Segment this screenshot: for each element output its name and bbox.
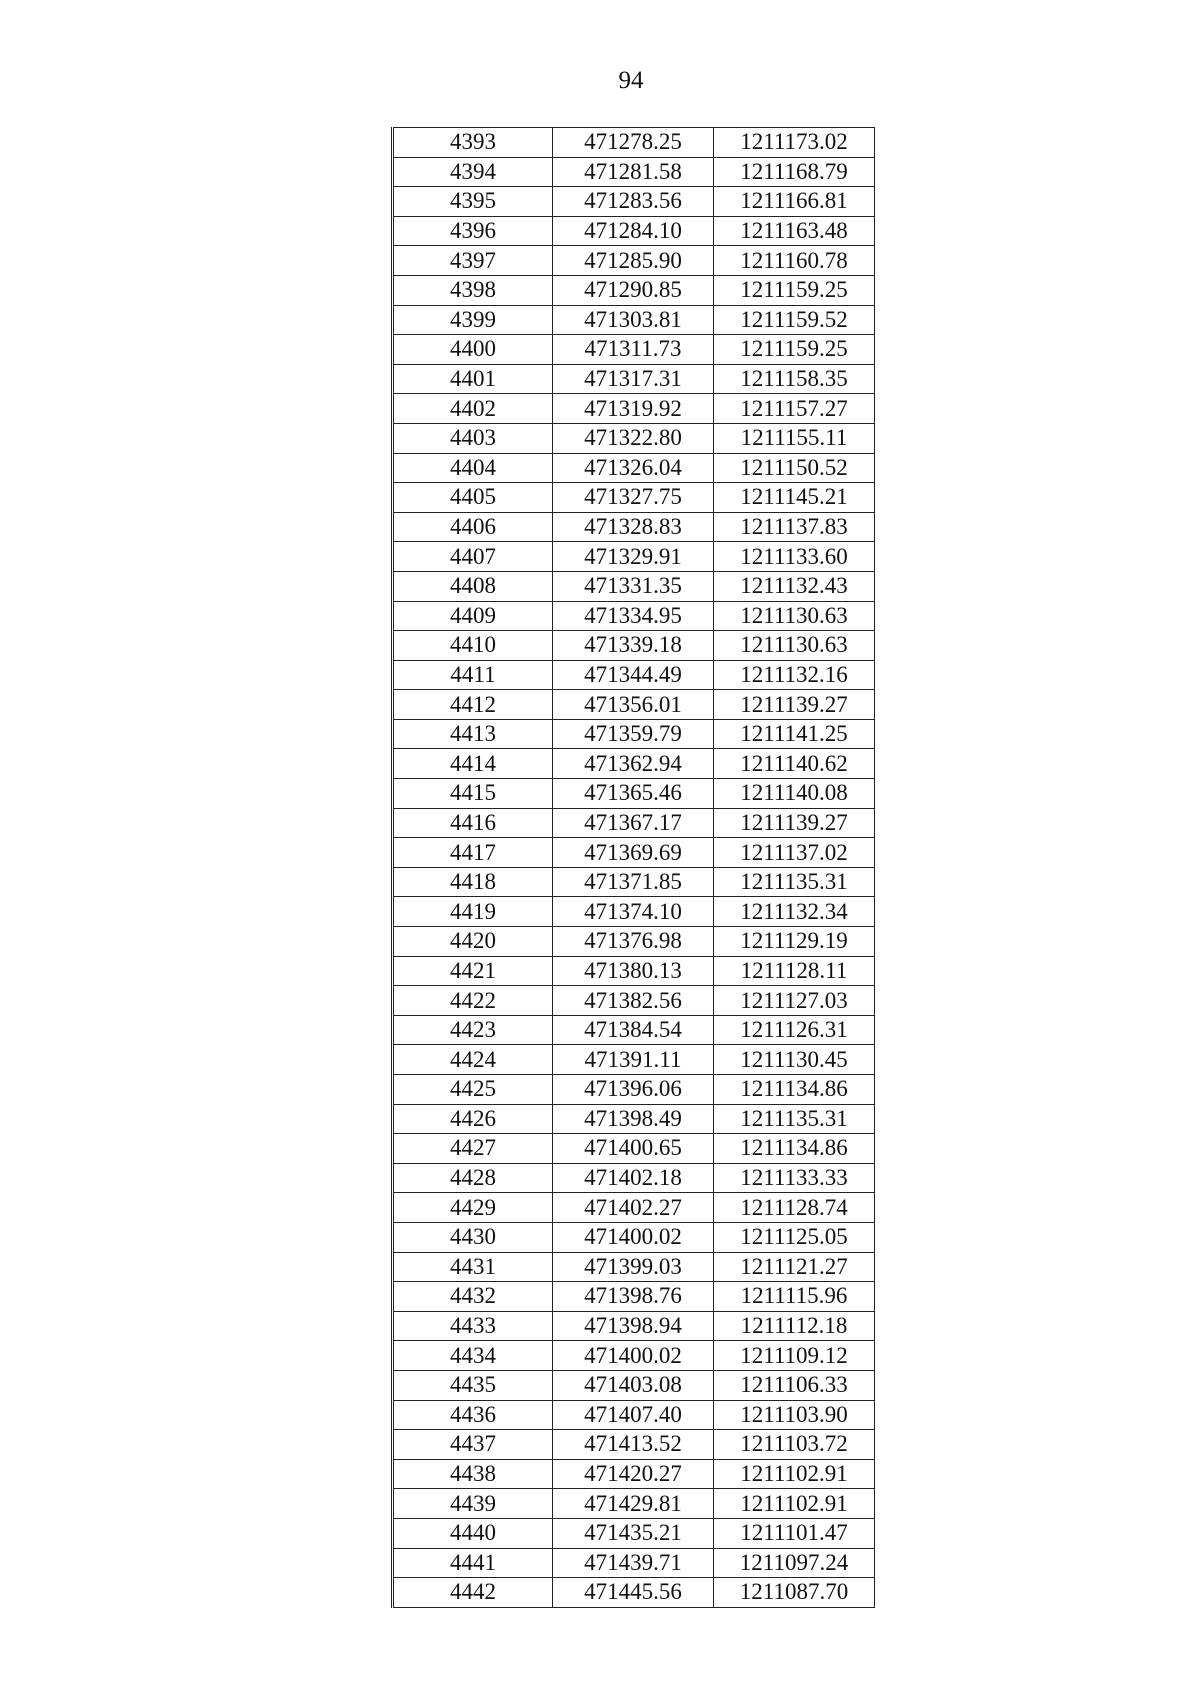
table-row [393,690,875,720]
point-number-cell: 4416 [393,808,553,838]
x-coordinate-cell: 471281.58 [553,157,714,187]
y-coordinate-cell: 1211150.52 [714,453,875,483]
table-row [393,571,875,601]
point-number-cell: 4405 [393,483,553,513]
table-row [393,1459,875,1489]
point-number-cell: 4410 [393,631,553,661]
point-number-cell: 4402 [393,394,553,424]
x-coordinate-cell: 471369.69 [553,838,714,868]
y-coordinate-cell: 1211168.79 [714,157,875,187]
y-coordinate-cell: 1211115.96 [714,1282,875,1312]
table-row [393,779,875,809]
point-number-cell: 4401 [393,364,553,394]
y-coordinate-cell: 1211087.70 [714,1578,875,1608]
x-coordinate-cell: 471384.54 [553,1015,714,1045]
y-coordinate-cell: 1211126.31 [714,1015,875,1045]
table-row [393,1370,875,1400]
y-coordinate-cell: 1211132.16 [714,660,875,690]
x-coordinate-cell: 471391.11 [553,1045,714,1075]
y-coordinate-cell: 1211130.63 [714,601,875,631]
point-number-cell: 4435 [393,1370,553,1400]
point-number-cell: 4415 [393,779,553,809]
point-number-cell: 4421 [393,956,553,986]
y-coordinate-cell: 1211106.33 [714,1370,875,1400]
x-coordinate-cell: 471371.85 [553,867,714,897]
table-row [393,897,875,927]
x-coordinate-cell: 471311.73 [553,335,714,365]
point-number-cell: 4429 [393,1193,553,1223]
y-coordinate-cell: 1211133.60 [714,542,875,572]
x-coordinate-cell: 471398.76 [553,1282,714,1312]
x-coordinate-cell: 471403.08 [553,1370,714,1400]
x-coordinate-cell: 471339.18 [553,631,714,661]
x-coordinate-cell: 471365.46 [553,779,714,809]
table-row [393,867,875,897]
y-coordinate-cell: 1211139.27 [714,690,875,720]
table-row [393,1045,875,1075]
y-coordinate-cell: 1211134.86 [714,1075,875,1105]
x-coordinate-cell: 471283.56 [553,187,714,217]
point-number-cell: 4399 [393,305,553,335]
y-coordinate-cell: 1211134.86 [714,1134,875,1164]
x-coordinate-cell: 471284.10 [553,216,714,246]
x-coordinate-cell: 471396.06 [553,1075,714,1105]
table-row [393,956,875,986]
point-number-cell: 4396 [393,216,553,246]
x-coordinate-cell: 471362.94 [553,749,714,779]
y-coordinate-cell: 1211159.25 [714,275,875,305]
point-number-cell: 4434 [393,1341,553,1371]
point-number-cell: 4420 [393,927,553,957]
table-row [393,631,875,661]
x-coordinate-cell: 471328.83 [553,512,714,542]
point-number-cell: 4442 [393,1578,553,1608]
y-coordinate-cell: 1211127.03 [714,986,875,1016]
table-row [393,483,875,513]
y-coordinate-cell: 1211160.78 [714,246,875,276]
y-coordinate-cell: 1211140.08 [714,779,875,809]
point-number-cell: 4407 [393,542,553,572]
x-coordinate-cell: 471382.56 [553,986,714,1016]
point-number-cell: 4432 [393,1282,553,1312]
point-number-cell: 4430 [393,1222,553,1252]
table-row [393,1311,875,1341]
x-coordinate-cell: 471400.02 [553,1222,714,1252]
x-coordinate-cell: 471322.80 [553,423,714,453]
x-coordinate-cell: 471435.21 [553,1518,714,1548]
point-number-cell: 4425 [393,1075,553,1105]
x-coordinate-cell: 471400.65 [553,1134,714,1164]
x-coordinate-cell: 471407.40 [553,1400,714,1430]
table-row [393,660,875,690]
point-number-cell: 4417 [393,838,553,868]
point-number-cell: 4406 [393,512,553,542]
point-number-cell: 4441 [393,1548,553,1578]
point-number-cell: 4411 [393,660,553,690]
y-coordinate-cell: 1211159.25 [714,335,875,365]
table-row [393,335,875,365]
table-row [393,275,875,305]
table-row [393,601,875,631]
table-row [393,216,875,246]
point-number-cell: 4393 [393,128,553,158]
table-row [393,1193,875,1223]
table-row [393,1282,875,1312]
x-coordinate-cell: 471429.81 [553,1489,714,1519]
table-row [393,749,875,779]
x-coordinate-cell: 471374.10 [553,897,714,927]
table-row [393,423,875,453]
table-row [393,1578,875,1608]
table-row [393,808,875,838]
point-number-cell: 4427 [393,1134,553,1164]
table-row [393,364,875,394]
y-coordinate-cell: 1211112.18 [714,1311,875,1341]
table-row [393,719,875,749]
point-number-cell: 4404 [393,453,553,483]
x-coordinate-cell: 471413.52 [553,1430,714,1460]
table-row [393,1548,875,1578]
table-row [393,986,875,1016]
x-coordinate-cell: 471285.90 [553,246,714,276]
x-coordinate-cell: 471356.01 [553,690,714,720]
y-coordinate-cell: 1211125.05 [714,1222,875,1252]
table-row [393,1163,875,1193]
point-number-cell: 4422 [393,986,553,1016]
y-coordinate-cell: 1211103.72 [714,1430,875,1460]
x-coordinate-cell: 471439.71 [553,1548,714,1578]
table-row [393,1015,875,1045]
x-coordinate-cell: 471326.04 [553,453,714,483]
table-row [393,1489,875,1519]
table-row [393,157,875,187]
y-coordinate-cell: 1211130.63 [714,631,875,661]
table-row [393,394,875,424]
y-coordinate-cell: 1211132.43 [714,571,875,601]
point-number-cell: 4397 [393,246,553,276]
x-coordinate-cell: 471329.91 [553,542,714,572]
point-number-cell: 4403 [393,423,553,453]
table-row [393,1134,875,1164]
y-coordinate-cell: 1211139.27 [714,808,875,838]
table-row [393,1430,875,1460]
y-coordinate-cell: 1211137.02 [714,838,875,868]
table-row [393,927,875,957]
x-coordinate-cell: 471331.35 [553,571,714,601]
x-coordinate-cell: 471398.49 [553,1104,714,1134]
point-number-cell: 4418 [393,867,553,897]
y-coordinate-cell: 1211128.11 [714,956,875,986]
y-coordinate-cell: 1211128.74 [714,1193,875,1223]
x-coordinate-cell: 471334.95 [553,601,714,631]
point-number-cell: 4400 [393,335,553,365]
point-number-cell: 4395 [393,187,553,217]
table-row [393,512,875,542]
point-number-cell: 4413 [393,719,553,749]
point-number-cell: 4436 [393,1400,553,1430]
y-coordinate-cell: 1211109.12 [714,1341,875,1371]
table-row [393,453,875,483]
y-coordinate-cell: 1211130.45 [714,1045,875,1075]
table-row [393,246,875,276]
y-coordinate-cell: 1211140.62 [714,749,875,779]
point-number-cell: 4428 [393,1163,553,1193]
y-coordinate-cell: 1211102.91 [714,1459,875,1489]
x-coordinate-cell: 471380.13 [553,956,714,986]
y-coordinate-cell: 1211121.27 [714,1252,875,1282]
x-coordinate-cell: 471290.85 [553,275,714,305]
table-row [393,838,875,868]
y-coordinate-cell: 1211132.34 [714,897,875,927]
point-number-cell: 4414 [393,749,553,779]
point-number-cell: 4423 [393,1015,553,1045]
table-row [393,1341,875,1371]
coordinates-table [391,127,875,1608]
table-row [393,1518,875,1548]
x-coordinate-cell: 471327.75 [553,483,714,513]
table-row [393,542,875,572]
point-number-cell: 4419 [393,897,553,927]
y-coordinate-cell: 1211135.31 [714,1104,875,1134]
table-row [393,187,875,217]
table-row [393,1075,875,1105]
table-row [393,1104,875,1134]
x-coordinate-cell: 471400.02 [553,1341,714,1371]
y-coordinate-cell: 1211133.33 [714,1163,875,1193]
x-coordinate-cell: 471398.94 [553,1311,714,1341]
y-coordinate-cell: 1211102.91 [714,1489,875,1519]
y-coordinate-cell: 1211129.19 [714,927,875,957]
point-number-cell: 4438 [393,1459,553,1489]
x-coordinate-cell: 471303.81 [553,305,714,335]
table-row [393,1222,875,1252]
table-row [393,1400,875,1430]
x-coordinate-cell: 471402.27 [553,1193,714,1223]
y-coordinate-cell: 1211145.21 [714,483,875,513]
x-coordinate-cell: 471420.27 [553,1459,714,1489]
point-number-cell: 4409 [393,601,553,631]
point-number-cell: 4431 [393,1252,553,1282]
x-coordinate-cell: 471359.79 [553,719,714,749]
point-number-cell: 4394 [393,157,553,187]
x-coordinate-cell: 471402.18 [553,1163,714,1193]
point-number-cell: 4437 [393,1430,553,1460]
y-coordinate-cell: 1211155.11 [714,423,875,453]
page-number: 94 [618,67,644,94]
y-coordinate-cell: 1211137.83 [714,512,875,542]
y-coordinate-cell: 1211163.48 [714,216,875,246]
point-number-cell: 4426 [393,1104,553,1134]
point-number-cell: 4440 [393,1518,553,1548]
x-coordinate-cell: 471445.56 [553,1578,714,1608]
y-coordinate-cell: 1211101.47 [714,1518,875,1548]
x-coordinate-cell: 471278.25 [553,128,714,158]
point-number-cell: 4398 [393,275,553,305]
x-coordinate-cell: 471376.98 [553,927,714,957]
x-coordinate-cell: 471399.03 [553,1252,714,1282]
y-coordinate-cell: 1211173.02 [714,128,875,158]
x-coordinate-cell: 471319.92 [553,394,714,424]
table-row [393,128,875,158]
y-coordinate-cell: 1211159.52 [714,305,875,335]
y-coordinate-cell: 1211141.25 [714,719,875,749]
point-number-cell: 4433 [393,1311,553,1341]
y-coordinate-cell: 1211166.81 [714,187,875,217]
y-coordinate-cell: 1211157.27 [714,394,875,424]
y-coordinate-cell: 1211135.31 [714,867,875,897]
y-coordinate-cell: 1211103.90 [714,1400,875,1430]
table-row [393,1252,875,1282]
point-number-cell: 4412 [393,690,553,720]
table-row [393,305,875,335]
x-coordinate-cell: 471317.31 [553,364,714,394]
point-number-cell: 4439 [393,1489,553,1519]
y-coordinate-cell: 1211158.35 [714,364,875,394]
x-coordinate-cell: 471344.49 [553,660,714,690]
y-coordinate-cell: 1211097.24 [714,1548,875,1578]
point-number-cell: 4424 [393,1045,553,1075]
x-coordinate-cell: 471367.17 [553,808,714,838]
coordinates-table-body [393,128,875,1608]
point-number-cell: 4408 [393,571,553,601]
